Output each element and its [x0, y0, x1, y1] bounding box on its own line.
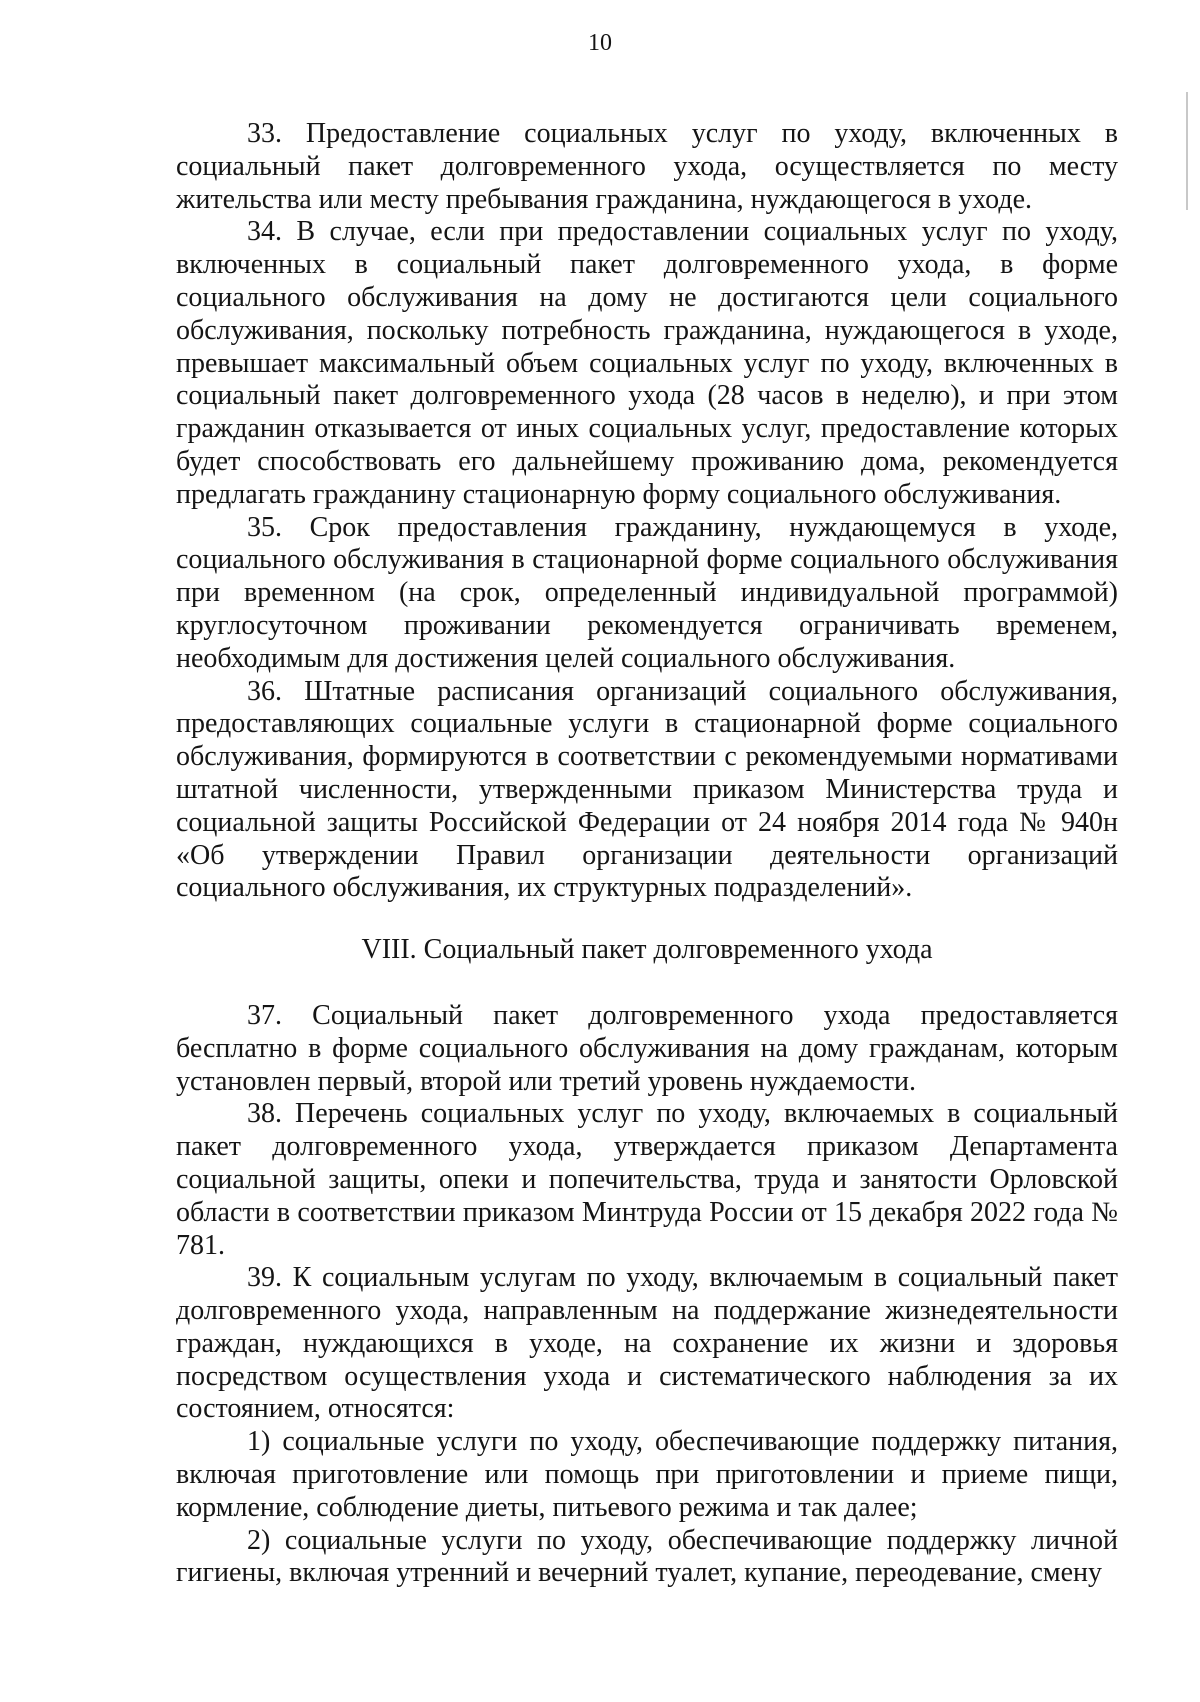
section-heading: VIII. Социальный пакет долговременного ухода — [361, 934, 933, 966]
paragraph-38: 38. Перечень социальных услуг по уходу, включаемых в социальный пакет долговременного ухода, утверждается приказом Департамента социальной защиты, опеки и попечительства, труда и занятости Орловской области в соответствии приказом Минтруда России от 15 декабря 2022 года № 781. — [176, 1098, 1118, 1261]
paragraph-35: 35. Срок предоставления гражданину, нуждающемуся в уходе, социального обслуживания в стационарной форме социального обслуживания при временном (на срок, определенный индивидуальной программой) круглосуточном проживании рекомендуется ограничивать временем, необходимым для достижения целей социального обслуживания. — [176, 511, 1118, 674]
list-item-2: 2) социальные услуги по уходу, обеспечивающие поддержку личной гигиены, включая утренний и вечерний туалет, купание, переодевание, смену — [176, 1524, 1118, 1589]
scan-edge-mark — [1186, 92, 1188, 210]
paragraph-36: 36. Штатные расписания организаций социального обслуживания, предоставляющих социальные услуги в стационарной форме социального обслуживания, формируются в соответствии с рекомендуемыми нормативами штатной численности, утвержденными приказом Министерства труда и социальной защиты Российской Федерации от 24 ноября 2014 года № 940н «Об утверждении Правил организации деятельности организаций социального обслуживания, их структурных подразделений». — [176, 675, 1118, 904]
paragraph-39: 39. К социальным услугам по уходу, включаемым в социальный пакет долговременного ухода, направленным на поддержание жизнедеятельности граждан, нуждающихся в уходе, на сохранение их жизни и здоровья посредством осуществления ухода и систематического наблюдения за их состоянием, относятся: — [176, 1262, 1118, 1425]
paragraph-33: 33. Предоставление социальных услуг по уходу, включенных в социальный пакет долговременного ухода, осуществляется по месту жительства или месту пребывания гражданина, нуждающегося в уходе. — [176, 118, 1118, 215]
list-item-1: 1) социальные услуги по уходу, обеспечивающие поддержку питания, включая приготовление или помощь при приготовлении и приеме пищи, кормление, соблюдение диеты, питьевого режима и так далее; — [176, 1426, 1118, 1523]
page-number: 10 — [588, 30, 612, 56]
document-body — [176, 118, 1118, 1590]
paragraph-37: 37. Социальный пакет долговременного ухода предоставляется бесплатно в форме социального обслуживания на дому гражданам, которым установлен первый, второй или третий уровень нуждаемости. — [176, 999, 1118, 1097]
paragraph-34: 34. В случае, если при предоставлении социальных услуг по уходу, включенных в социальный пакет долговременного ухода, в форме социального обслуживания на дому не достигаются цели социального обслуживания, поскольку потребность гражданина, нуждающегося в уходе, превышает максимальный объем социальных услуг по уходу, включенных в социальный пакет долговременного ухода (28 часов в неделю), и при этом гражданин отказывается от иных социальных услуг, предоставление которых будет способствовать его дальнейшему проживанию дома, рекомендуется предлагать гражданину стационарную форму социального обслуживания. — [176, 216, 1118, 510]
